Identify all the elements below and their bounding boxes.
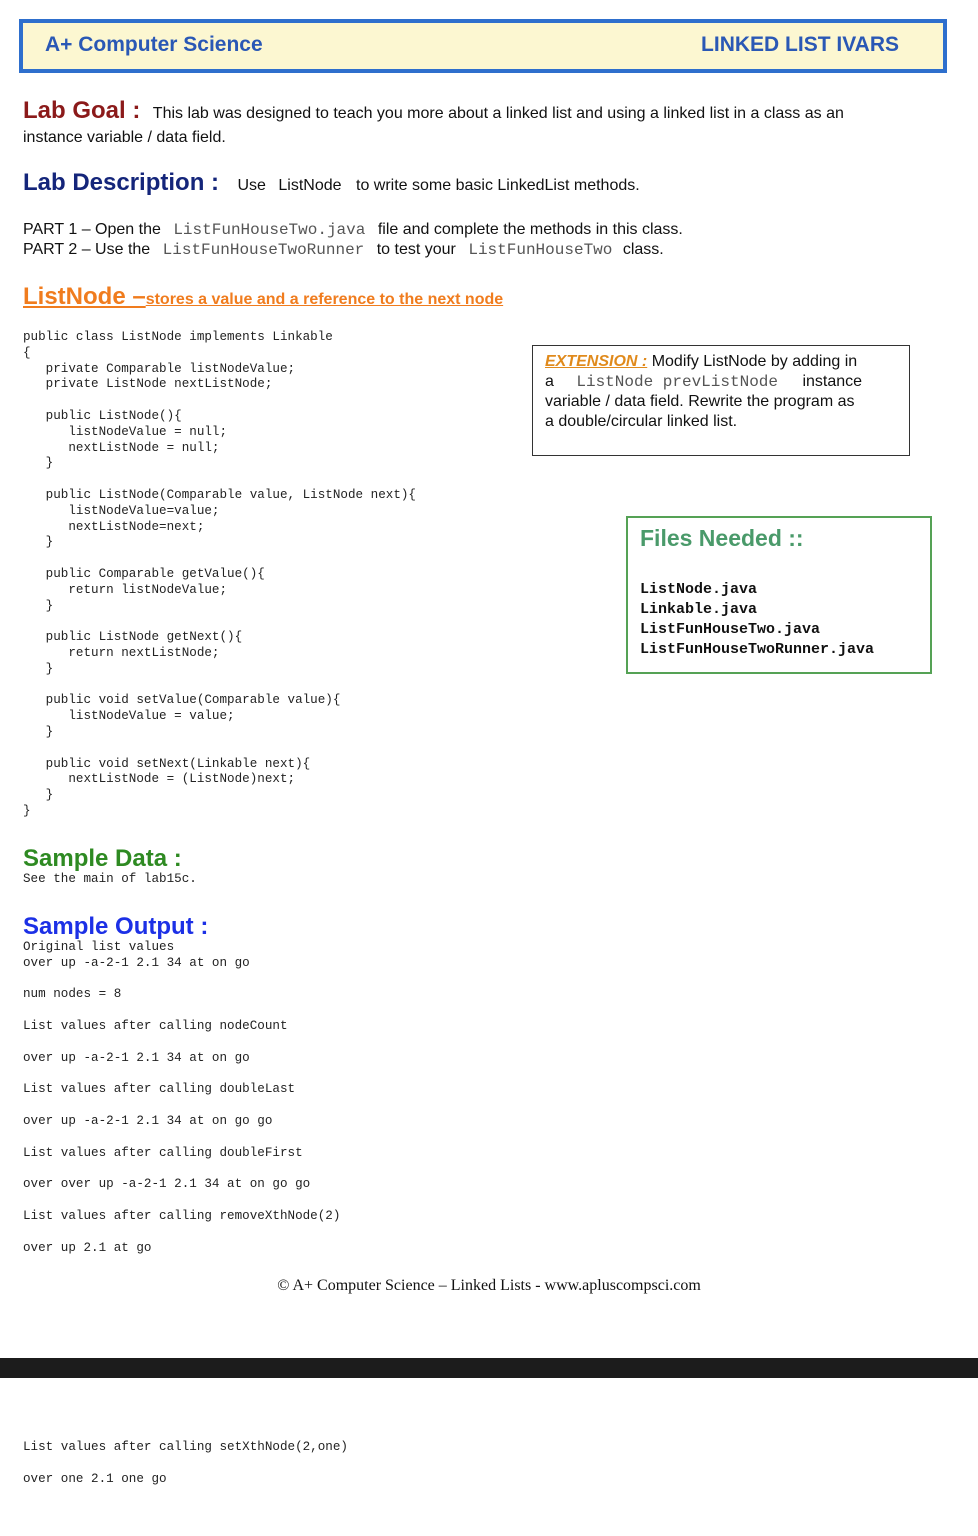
extension-text: [545, 352, 897, 432]
extension-line2: [545, 372, 897, 392]
output-line: over over up -a-2-1 2.1 34 at on go go: [23, 1177, 311, 1191]
lab-goal-label: Lab Goal :: [23, 97, 141, 124]
part2-suffix: class.: [622, 241, 664, 258]
output-line: over up -a-2-1 2.1 34 at on go: [23, 956, 250, 970]
part2-prefix: PART 2 – Use the: [23, 241, 151, 258]
page-footer: © A+ Computer Science – Linked Lists - www.apluscompsci.com: [277, 1277, 701, 1294]
output-line: List values after calling setXthNode(2,one): [23, 1440, 348, 1454]
output-line: List values after calling doubleFirst: [23, 1146, 303, 1160]
part1-prefix: PART 1 – Open the: [23, 221, 161, 238]
lab-description-use: Use: [237, 177, 266, 194]
lab-description-class: ListNode: [278, 177, 342, 194]
header-topic: LINKED LIST IVARS: [701, 33, 899, 56]
file-item: Linkable.java: [640, 601, 758, 618]
part1-suffix: file and complete the methods in this class.: [377, 221, 683, 238]
extension-box: [532, 345, 910, 456]
part2-class: ListFunHouseTwo: [468, 241, 613, 259]
extension-text2a: a: [545, 373, 554, 390]
extension-line1: [545, 352, 897, 372]
part2-file: ListFunHouseTwoRunner: [162, 241, 365, 259]
sample-data-label: Sample Data :: [23, 845, 182, 872]
file-item: ListFunHouseTwo.java: [640, 621, 821, 638]
output-line: over up -a-2-1 2.1 34 at on go: [23, 1051, 250, 1065]
output-line: List values after calling removeXthNode(2): [23, 1209, 341, 1223]
lab-goal-section: [23, 97, 963, 124]
lab-description-rest: to write some basic LinkedList methods.: [356, 177, 640, 194]
page-separator: [0, 1358, 978, 1378]
files-needed-title: Files Needed ::: [640, 525, 804, 551]
lab-description-section: [23, 169, 640, 196]
listnode-heading: [23, 283, 503, 311]
part1-file: ListFunHouseTwo.java: [173, 221, 366, 239]
output-line: List values after calling doubleLast: [23, 1082, 296, 1096]
output-line: over one 2.1 one go: [23, 1472, 167, 1486]
extension-text1: Modify ListNode by adding in: [651, 353, 858, 370]
listnode-subtitle: stores a value and a reference to the next node: [145, 291, 504, 308]
sample-output-label: Sample Output :: [23, 913, 209, 940]
extension-label: EXTENSION :: [545, 353, 648, 370]
part2-mid: to test your: [376, 241, 456, 258]
files-needed-box: [626, 516, 932, 674]
output-line: Original list values: [23, 940, 175, 954]
lab-description-label: Lab Description :: [23, 169, 220, 196]
sample-data-text: See the main of lab15c.: [23, 872, 197, 886]
listnode-title: ListNode –: [23, 283, 146, 310]
listnode-code: public class ListNode implements Linkable { private Comparable listNodeValue; private ListNode nextListNode; public ListNode(){ listNodeValue = null; nextListNode = null; } public ListNode(Comparable value, ListNode next){ listNodeValue=value; nextListNode=next; } public Comparable getValue(){ return listNodeValue; } public ListNode getNext(){ return nextListNode; } public void setValue(Comparable value){ listNodeValue = value; } public void setNext(Linkable next){ nextListNode = (ListNode)next; } }: [23, 330, 416, 818]
output-line: List values after calling nodeCount: [23, 1019, 288, 1033]
extension-code: ListNode prevListNode: [576, 373, 778, 391]
part-1: [23, 220, 683, 240]
header-title: A+ Computer Science: [45, 33, 263, 56]
page-header: [19, 19, 947, 73]
file-item: ListNode.java: [640, 581, 758, 598]
part-2: [23, 240, 664, 260]
output-line: num nodes = 8: [23, 987, 122, 1001]
lab-goal-text-line1: This lab was designed to teach you more about a linked list and using a linked list in a class as an: [152, 105, 844, 122]
extension-text2b: instance: [802, 373, 863, 390]
extension-line3: variable / data field. Rewrite the program as: [545, 393, 855, 410]
lab-goal-text-line2: instance variable / data field.: [23, 129, 226, 146]
output-line: over up 2.1 at go: [23, 1241, 152, 1255]
output-line: over up -a-2-1 2.1 34 at on go go: [23, 1114, 273, 1128]
files-list: [640, 580, 874, 660]
extension-line4: a double/circular linked list.: [545, 413, 738, 430]
file-item: ListFunHouseTwoRunner.java: [640, 641, 875, 658]
